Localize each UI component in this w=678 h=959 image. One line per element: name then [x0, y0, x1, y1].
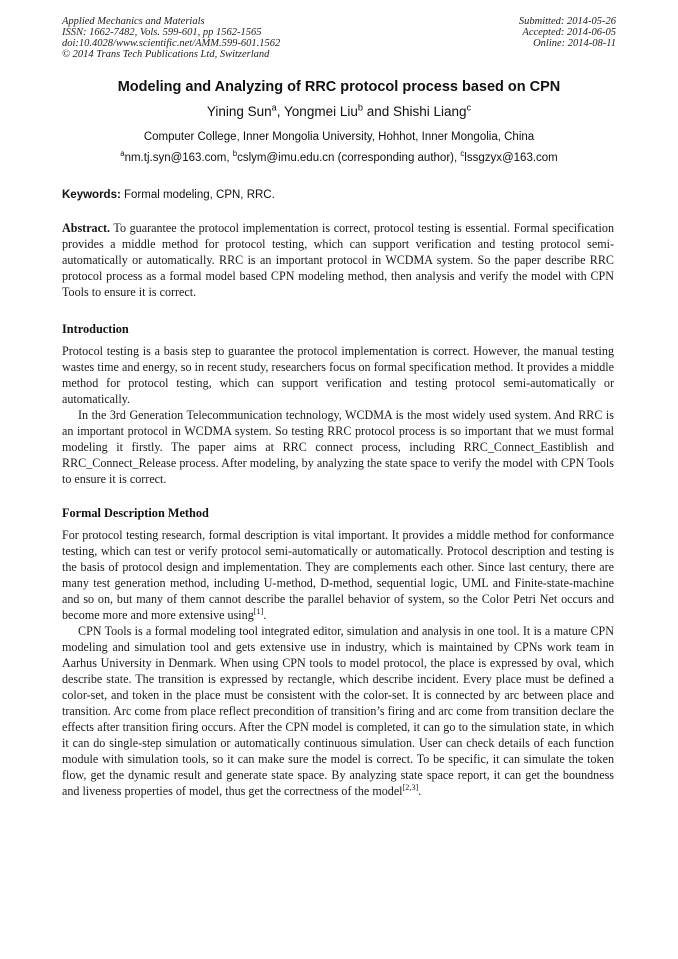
paper-title: Modeling and Analyzing of RRC protocol process based on CPN	[117, 79, 561, 95]
paragraph-text: CPN Tools is a formal modeling tool integrated editor, simulation and analysis in one tool. It is a mature CPN modeling and simulation tool and gets extensive use in industry, which is maintained by CPNs work team in Aarhus University in Denmark. When using CPN tools to model protocol, the place is expressed by oval, which describe state. The transition is expressed by rectangle, which describe incident. Every place must be defined a color-set, and token in the place must be consistent with the color-set. It is connected by arc between place and transition. Arc come from place reflect precondition of transition’s firing and arc come from transition declare the effects after transition firing occurs. After the CPN model is completed, it can go to the simulation state, in which it can do single-step simulation or automatically continuous simulation. User can check details of each function module with simulation tools, so it can make sure the model is correct. To be specific, it can simulate the token flow, get the dynamic result and generate state space. By analyzing state space report, it can get the boundness and liveness properties of model, thus get the correctness of the model	[62, 624, 614, 798]
email-text: cslym@imu.edu.cn (corresponding author),	[237, 152, 461, 164]
affiliation: Computer College, Inner Mongolia University, Hohhot, Inner Mongolia, China	[143, 131, 535, 143]
abstract	[62, 220, 614, 300]
paragraph: Protocol testing is a basis step to guarantee the protocol implementation is correct. However, the manual testing wastes time and energy, so in recent study, researchers focus on formal specification method. It provides a middle method for protocol testing, which can support verification and testing protocol semi-automatically or automatically.	[62, 344, 614, 406]
formal-method-body	[62, 527, 614, 799]
paragraph-end: .	[418, 784, 422, 798]
email-marker: c	[460, 149, 465, 159]
author-separator: and	[362, 104, 393, 119]
abstract-text: To guarantee the protocol implementation is correct, protocol testing is essential. Formal specification provides a middle method for protocol testing, which can support verification and testing protocol semi-automatically or automatically. RRC is an important protocol in WCDMA system. So the paper describe RRC protocol process as a formal model based CPN modeling method, then analysis and verify the model with CPN Tools to ensure it is correct.	[62, 221, 614, 299]
journal-header	[62, 16, 280, 60]
submitted-date: Submitted: 2014-05-26	[518, 16, 616, 27]
paragraph-end: .	[263, 608, 267, 622]
abstract-label: Abstract.	[62, 221, 111, 235]
author-list	[0, 104, 678, 119]
author-marker: c	[466, 102, 472, 113]
keywords-label: Keywords:	[62, 189, 121, 201]
dates-header	[519, 16, 616, 49]
section-heading-introduction: Introduction	[62, 322, 129, 336]
citation: [2,3]	[402, 782, 419, 792]
copyright-line: © 2014 Trans Tech Publications Ltd, Switzerland	[62, 49, 270, 60]
paragraph: In the 3rd Generation Telecommunication technology, WCDMA is the most widely used system. And RRC is an important protocol in WCDMA system. So testing RRC protocol process is so important that we must formal modeling it firstly. The paper aims at RRC connect process, including RRC_Connect_Eastiblish and RRC_Connect_Release process. After modeling, by analyzing the state space to verify the model with CPN Tools to ensure it is correct.	[62, 408, 614, 486]
author-name: Shishi Liang	[392, 104, 467, 119]
author-marker: a	[271, 102, 277, 113]
doi-line: doi:10.4028/www.scientific.net/AMM.599-601.1562	[62, 38, 281, 49]
email-marker: b	[232, 149, 238, 159]
accepted-date: Accepted: 2014-06-05	[522, 27, 616, 38]
email-list	[0, 149, 678, 164]
paragraph-text: For protocol testing research, formal description is vital important. It provides a middle method for conformance testing, which can test or verify protocol semi-automatically or automatically. Protocol description and testing is the basis of protocol design and implementation. They are complements each other. Since last century, there are many test generation method, including U-method, D-method, sequential logic, UML and Finite-state-machine and so on, but many of them cannot describe the parallel behavior of system, so the Color Petri Net occurs and become more and more extensive using	[62, 528, 614, 622]
author-marker: b	[357, 102, 363, 113]
section-heading-formal-method: Formal Description Method	[62, 506, 209, 520]
issn-line: ISSN: 1662-7482, Vols. 599-601, pp 1562-1565	[62, 27, 262, 38]
citation: [1]	[253, 606, 264, 616]
keywords-text: Formal modeling, CPN, RRC.	[120, 189, 275, 201]
paragraph	[62, 527, 614, 623]
author-name: Yining Sun	[206, 104, 272, 119]
online-date: Online: 2014-08-11	[533, 38, 616, 49]
paragraph	[62, 623, 614, 799]
author-name: Yongmei Liu	[284, 104, 358, 119]
keywords	[62, 189, 618, 201]
email-marker: a	[120, 149, 125, 159]
email-text: nm.tj.syn@163.com,	[124, 152, 233, 164]
journal-name: Applied Mechanics and Materials	[62, 16, 205, 27]
author-separator: ,	[276, 104, 285, 119]
introduction-body	[62, 343, 614, 487]
email-text: lssgzyx@163.com	[464, 152, 558, 164]
